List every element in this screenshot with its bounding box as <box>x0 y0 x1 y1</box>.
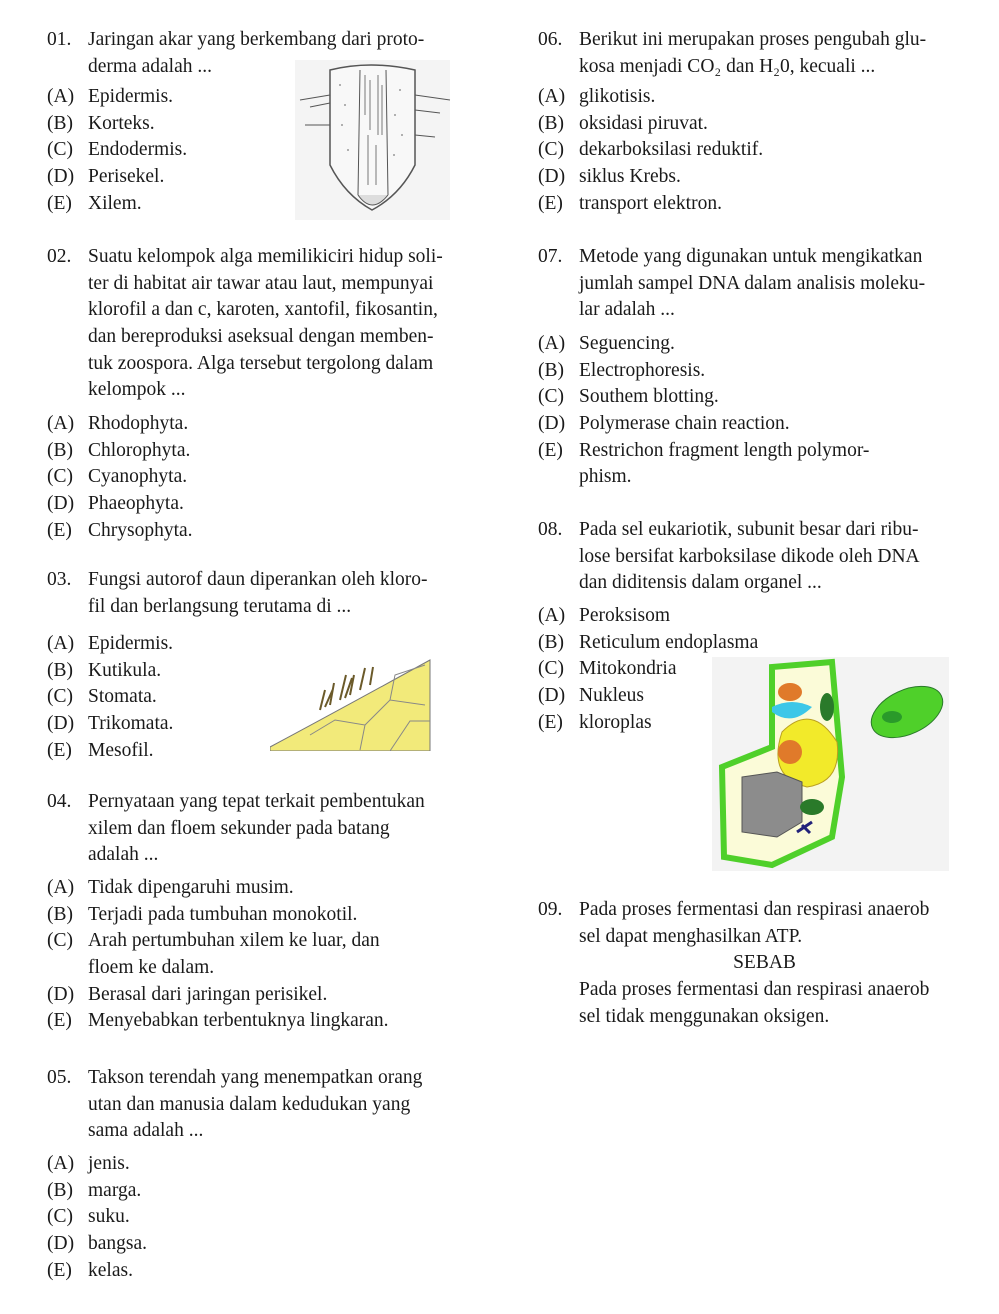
question-stem-line <box>538 271 925 298</box>
option-letter: (E) <box>47 192 72 214</box>
stem-wrap <box>47 596 351 617</box>
option-text: Kutikula. <box>88 659 162 681</box>
stem-wrap <box>47 326 433 347</box>
question-stem-text: fil dan berlangsung terutama di ... <box>88 595 352 617</box>
stem-wrap <box>47 1067 422 1088</box>
option-text: Perisekel. <box>88 166 165 188</box>
stem-wrap <box>47 353 433 374</box>
option-letter: (E) <box>538 439 563 461</box>
option-text: oksidasi piruvat. <box>579 112 708 134</box>
root-tip-illustration <box>290 55 455 225</box>
option-text: transport elektron. <box>579 192 722 214</box>
option-letter: (A) <box>538 605 566 626</box>
question-stem-text: Fungsi autorof daun diperankan oleh kloro- <box>88 569 428 590</box>
stem-wrap <box>47 379 186 400</box>
reason-text: sel tidak menggunakan oksigen. <box>579 1005 830 1027</box>
option-letter: (D) <box>538 166 566 188</box>
option-text: floem ke dalam. <box>88 957 215 979</box>
option-text: Phaeophyta. <box>88 493 184 515</box>
option-text: Endodermis. <box>88 139 188 161</box>
option-text: Terjadi pada tumbuhan monokotil. <box>88 903 358 925</box>
question-stem-text: Berikut ini merupakan proses pengubah glu- <box>579 29 927 50</box>
option-text: Cyanophyta. <box>88 466 188 488</box>
question-stem-line <box>47 244 443 271</box>
option-text: Restrichon fragment length polymor- <box>579 439 870 461</box>
option-text: glikotisis. <box>579 86 656 107</box>
stem-wrap <box>538 299 675 320</box>
question-stem-text: Pernyataan yang tepat terkait pembentukan <box>88 791 425 812</box>
question-stem-text: dan diditensis dalam organel ... <box>579 572 822 594</box>
question-stem-text: Pada proses fermentasi dan respirasi anaerob <box>579 899 930 920</box>
question-stem-line <box>47 1065 422 1092</box>
question-stem-line <box>538 897 950 924</box>
stem-wrap <box>538 899 929 920</box>
option-letter: (E) <box>47 739 72 761</box>
leaf-surface-illustration <box>270 655 432 751</box>
stem-wrap <box>538 1006 829 1027</box>
question-stem-line <box>538 924 950 951</box>
option-letter: (D) <box>538 413 566 435</box>
question-number: 07. <box>538 246 563 267</box>
reason-line <box>538 977 950 1004</box>
option-text: Berasal dari jaringan perisikel. <box>88 983 328 1005</box>
option-text: kloroplas <box>579 711 652 733</box>
question-stem-text: kelompok ... <box>88 379 186 401</box>
option-letter: (A) <box>47 877 75 898</box>
option-letter: (D) <box>47 983 75 1005</box>
option-letter: (E) <box>538 192 563 214</box>
option-text: Mitokondria <box>579 658 677 680</box>
question-stem-text: adalah ... <box>88 844 159 866</box>
question-stem-text: sel dapat menghasilkan ATP. <box>579 925 803 947</box>
option-text: Epidermis. <box>88 633 174 654</box>
option-letter: (A) <box>47 633 75 654</box>
option-letter: (B) <box>47 1179 73 1201</box>
option-text: Korteks. <box>88 112 155 134</box>
question-stem-line <box>538 517 920 544</box>
option-text: Menyebabkan terbentuknya lingkaran. <box>88 1010 389 1032</box>
option-letter: (A) <box>47 413 75 434</box>
option-text: suku. <box>88 1206 130 1228</box>
question-06 <box>538 27 927 214</box>
question-stem-line <box>538 27 926 54</box>
stem-wrap <box>538 56 875 77</box>
question-stem-line <box>47 789 425 816</box>
connector-sebab: SEBAB <box>733 952 796 974</box>
question-stem-line <box>47 567 428 594</box>
question-05 <box>47 1065 423 1281</box>
option-letter: (A) <box>47 86 75 107</box>
option-letter: (B) <box>47 439 73 461</box>
option-text: Chrysophyta. <box>88 519 193 541</box>
option-letter: (B) <box>538 359 564 381</box>
question-stem-text: lar adalah ... <box>579 299 675 321</box>
question-stem-line <box>47 816 425 843</box>
question-number: 08. <box>538 519 563 540</box>
option-letter: (E) <box>47 519 72 541</box>
option-letter: (D) <box>47 1233 75 1255</box>
option-text: Arah pertumbuhan xilem ke luar, dan <box>88 930 380 952</box>
stem-wrap <box>47 1120 203 1141</box>
option-letter: (B) <box>47 659 73 681</box>
option-letter: (C) <box>538 139 564 161</box>
question-stem-line <box>538 297 925 324</box>
option-text: Southem blotting. <box>579 386 719 408</box>
stem-wrap <box>538 273 925 294</box>
question-number: 09. <box>538 899 563 920</box>
question-stem-text: jumlah sampel DNA dalam analisis moleku- <box>579 272 926 294</box>
option-letter: (C) <box>538 658 564 680</box>
option-letter: (D) <box>47 493 75 515</box>
option-letter: (B) <box>47 112 73 134</box>
reason-line <box>538 1004 950 1031</box>
question-09 <box>538 897 950 1030</box>
stem-wrap <box>538 29 926 50</box>
option-text: Xilem. <box>88 192 142 214</box>
option-text: Tidak dipengaruhi musim. <box>88 877 294 898</box>
option-text: Epidermis. <box>88 86 174 107</box>
option-letter: (A) <box>538 333 566 354</box>
stem-wrap <box>47 273 433 294</box>
question-number: 01. <box>47 29 72 50</box>
option-letter: (B) <box>538 112 564 134</box>
option-letter: (C) <box>47 466 73 488</box>
option-text: Reticulum endoplasma <box>579 631 759 653</box>
stem-wrap <box>47 246 443 267</box>
question-number: 03. <box>47 569 72 590</box>
stem-wrap <box>538 246 922 267</box>
question-stem-line <box>538 544 920 571</box>
option-letter: (D) <box>47 166 75 188</box>
option-text: Rhodophyta. <box>88 413 189 434</box>
question-stem-line <box>47 324 443 351</box>
option-text: bangsa. <box>88 1233 148 1255</box>
option-text: marga. <box>88 1179 142 1201</box>
option-text: Mesofil. <box>88 739 154 761</box>
question-07 <box>538 244 926 488</box>
reason-text: Pada proses fermentasi dan respirasi anaerob <box>579 979 930 1001</box>
option-letter: (C) <box>47 930 73 952</box>
question-stem-line <box>47 27 424 54</box>
question-stem-text: dan bereproduksi aseksual dengan memben- <box>88 326 434 348</box>
stem-wrap <box>47 569 428 590</box>
option-text: Stomata. <box>88 686 157 708</box>
question-02 <box>47 244 443 541</box>
question-stem-text: kosa menjadi CO₂ dan H₂0, kecuali ... <box>579 55 876 77</box>
question-stem-text: ter di habitat air tawar atau laut, mempunyai <box>88 272 434 294</box>
question-stem-text: Jaringan akar yang berkembang dari proto- <box>88 29 425 50</box>
question-stem-text: derma adalah ... <box>88 55 212 77</box>
question-stem-line <box>538 54 926 81</box>
question-stem-line <box>47 1118 422 1145</box>
option-text: Polymerase chain reaction. <box>579 413 790 435</box>
question-number: 04. <box>47 791 72 812</box>
question-stem-line <box>47 1092 422 1119</box>
option-text: Electrophoresis. <box>579 359 706 381</box>
option-text: phism. <box>579 466 632 488</box>
question-number: 05. <box>47 1067 72 1088</box>
option-letter: (D) <box>47 713 75 735</box>
option-letter: (D) <box>538 685 566 707</box>
option-letter: (C) <box>47 1206 73 1228</box>
question-stem-text: sama adalah ... <box>88 1120 204 1142</box>
stem-wrap <box>538 926 802 947</box>
option-letter: (E) <box>538 711 563 733</box>
question-stem-line <box>47 297 443 324</box>
question-08 <box>538 517 920 733</box>
option-text: kelas. <box>88 1259 133 1281</box>
option-letter: (E) <box>47 1259 72 1281</box>
question-stem-line <box>47 842 425 869</box>
question-03 <box>47 567 428 761</box>
question-stem-line <box>47 351 443 378</box>
stem-wrap <box>47 844 158 865</box>
question-stem-text: xilem dan floem sekunder pada batang <box>88 817 390 839</box>
option-letter: (C) <box>538 386 564 408</box>
question-stem-text: Suatu kelompok alga memilikiciri hidup soli- <box>88 246 443 267</box>
option-text: Chlorophyta. <box>88 439 191 461</box>
plant-cell-illustration <box>712 657 949 871</box>
stem-wrap <box>47 29 424 50</box>
option-letter: (C) <box>47 139 73 161</box>
option-letter: (B) <box>538 631 564 653</box>
option-text: dekarboksilasi reduktif. <box>579 139 764 161</box>
stem-wrap <box>538 519 919 540</box>
stem-wrap <box>47 818 390 839</box>
question-stem-text: lose bersifat karboksilase dikode oleh DNA <box>579 545 920 567</box>
question-number: 06. <box>538 29 563 50</box>
option-text: Trikomata. <box>88 713 174 735</box>
option-letter: (B) <box>47 903 73 925</box>
question-number: 02. <box>47 246 72 267</box>
question-stem-line <box>538 570 920 597</box>
stem-wrap <box>47 299 438 320</box>
option-letter: (A) <box>47 1153 75 1174</box>
option-text: siklus Krebs. <box>579 166 681 188</box>
question-stem-text: Takson terendah yang menempatkan orang <box>88 1067 423 1088</box>
question-stem-text: tuk zoospora. Alga tersebut tergolong dalam <box>88 352 434 374</box>
stem-wrap <box>538 572 822 593</box>
question-04 <box>47 789 425 1032</box>
stem-wrap <box>538 546 920 567</box>
option-letter: (E) <box>47 1010 72 1032</box>
stem-wrap <box>47 791 425 812</box>
option-text: Seguencing. <box>579 333 675 354</box>
question-stem-line <box>47 377 443 404</box>
question-stem-text: Metode yang digunakan untuk mengikatkan <box>579 246 923 267</box>
option-text: jenis. <box>88 1153 130 1174</box>
stem-wrap <box>538 979 929 1000</box>
question-stem-text: Pada sel eukariotik, subunit besar dari ribu- <box>579 519 919 540</box>
question-stem-line <box>538 244 925 271</box>
option-text: Nukleus <box>579 685 644 707</box>
option-text: Peroksisom <box>579 605 671 626</box>
question-stem-line <box>47 271 443 298</box>
question-stem-line <box>47 594 428 621</box>
stem-wrap <box>47 1094 410 1115</box>
question-stem-text: utan dan manusia dalam kedudukan yang <box>88 1093 411 1115</box>
stem-wrap <box>47 56 212 77</box>
option-letter: (C) <box>47 686 73 708</box>
question-stem-text: klorofil a dan c, karoten, xantofil, fikosantin, <box>88 299 438 321</box>
option-letter: (A) <box>538 86 566 107</box>
